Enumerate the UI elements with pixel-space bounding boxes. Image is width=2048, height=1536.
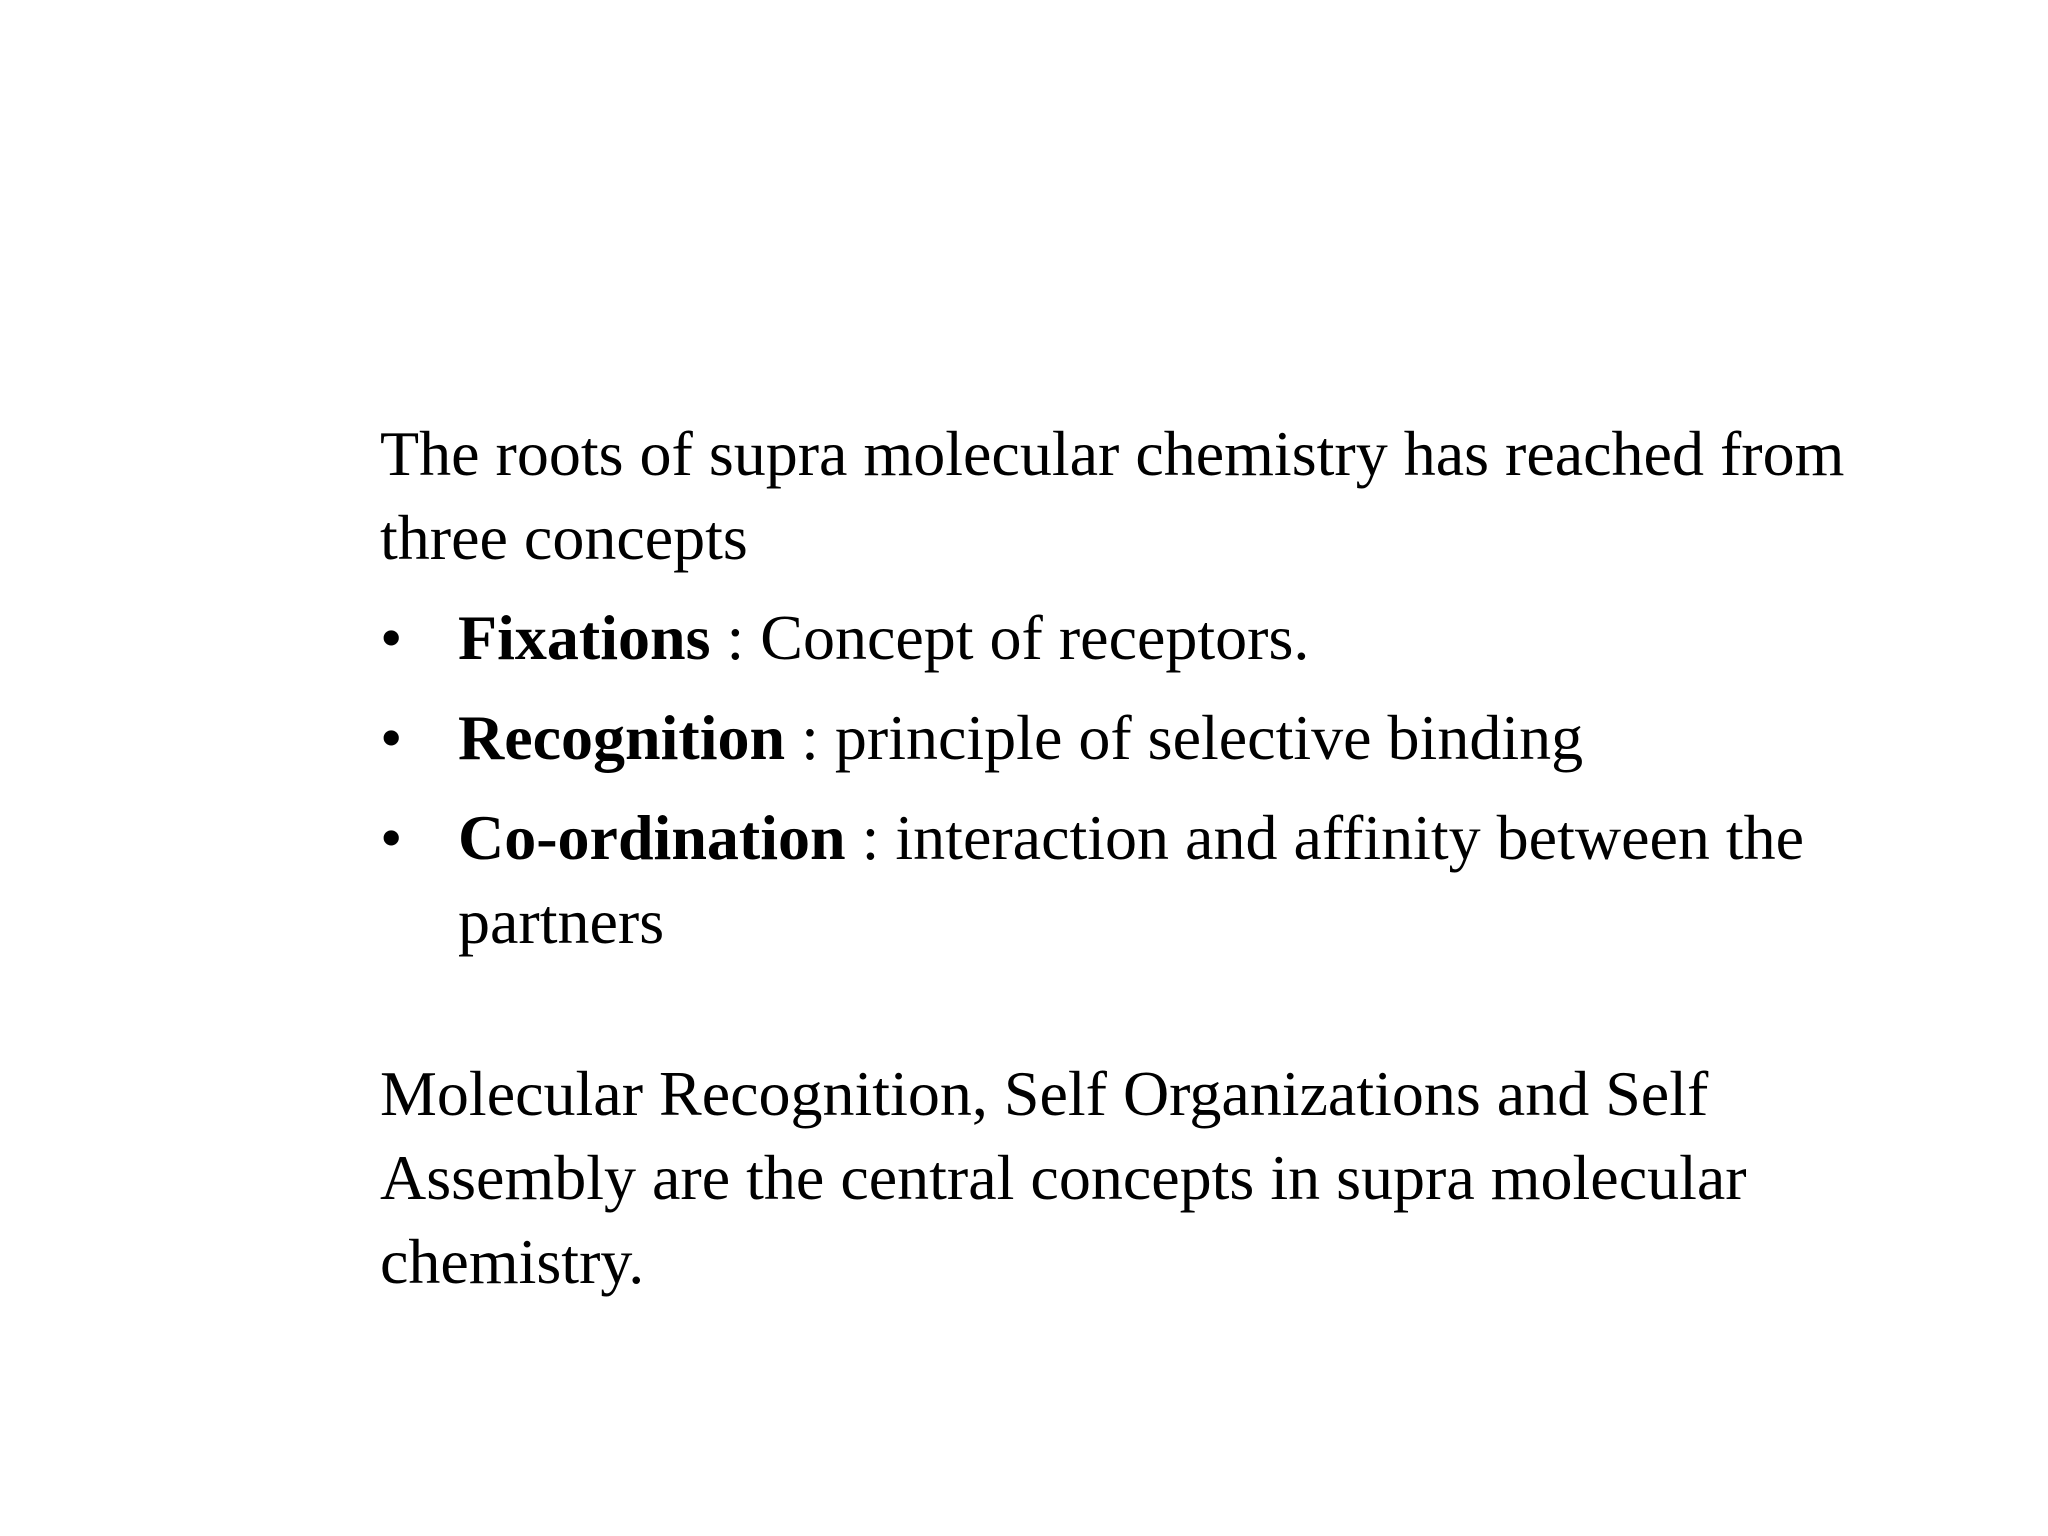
term-separator: : (710, 602, 761, 673)
concept-list (380, 596, 1860, 964)
bullet-icon: • (380, 602, 403, 673)
intro-paragraph: The roots of supra molecular chemistry has reached from three concepts (380, 418, 1845, 573)
list-item-recognition (380, 696, 1860, 780)
slide-body (380, 412, 1860, 1304)
term-label: Recognition (458, 702, 786, 773)
term-label: Co-ordination (458, 802, 846, 873)
list-item-fixations (380, 596, 1860, 680)
term-separator: : (785, 702, 835, 773)
conclusion-paragraph: Molecular Recognition, Self Organizations and Self Assembly are the central concepts in supra molecular chemistry. (380, 1058, 1747, 1297)
term-description: Concept of receptors. (760, 602, 1310, 673)
term-label: Fixations (458, 602, 711, 673)
term-description: interaction and affinity between the partners (458, 802, 1805, 957)
term-separator: : (845, 802, 896, 873)
term-description: principle of selective binding (834, 702, 1584, 773)
bullet-icon: • (380, 802, 403, 873)
bullet-icon: • (380, 702, 403, 773)
list-item-coordination (380, 796, 1860, 964)
